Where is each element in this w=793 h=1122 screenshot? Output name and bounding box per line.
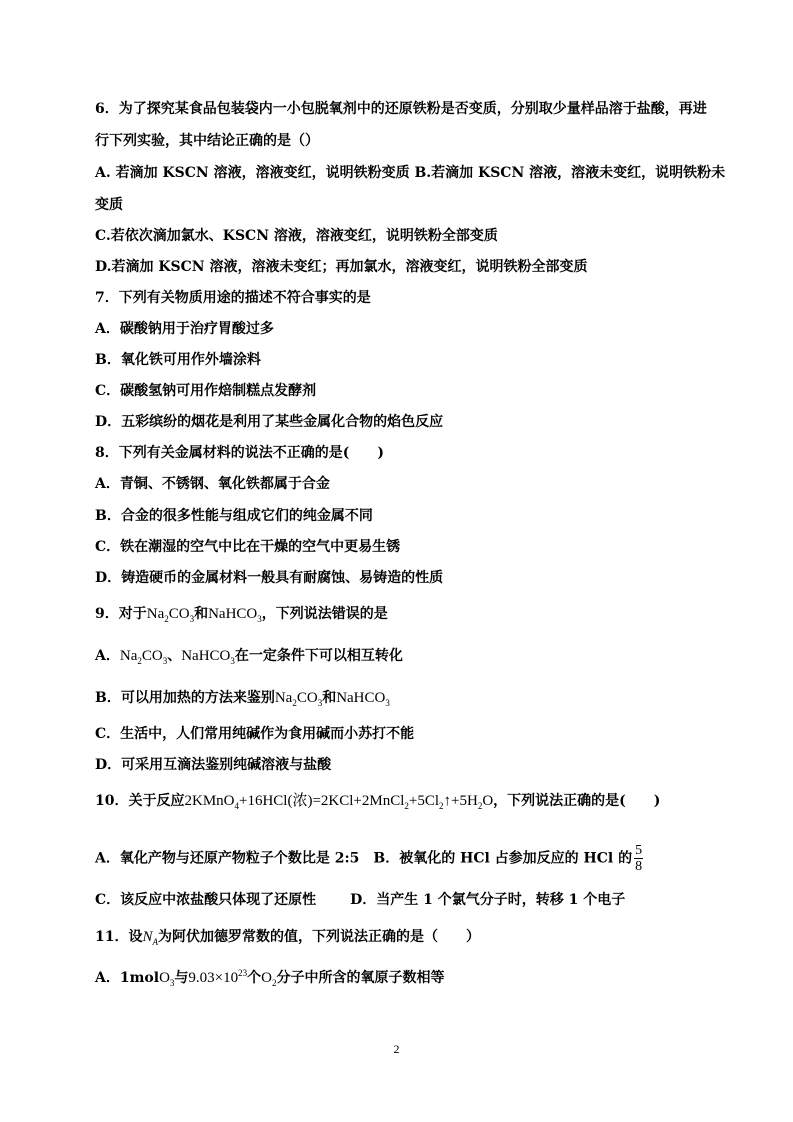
q7-option-d: D．五彩缤纷的烟花是利用了某些金属化合物的焰色反应 [95,414,444,430]
avogadro-symbol: $N_A$ [142,929,158,947]
formula-nahco3: NaHCO$_3$ [336,690,390,708]
q10-stem: 10．关于反应2KMnO$_4$+16HCl(浓)$=2KCl+2MnCl_2+5Cl_2↑+5H_2O$，下列说法正确的是( ) [95,793,661,811]
q9-option-c: C．生活中，人们常用纯碱作为食用碱而小苏打不能 [95,726,415,742]
q9-stem: 9．对于$Na_2CO_3$和NaHCO$_3$，下列说法错误的是 [95,606,388,624]
q8-stem: 8．下列有关金属材料的说法不正确的是( ) [95,445,384,461]
q6-option-c: C.若依次滴加氯水、KSCN 溶液，溶液变红，说明铁粉全部变质 [95,228,498,244]
q8-option-a: A．青铜、不锈钢、氧化铁都属于合金 [95,476,330,492]
formula-o3: $O_3$ [159,970,175,988]
q6-option-b-cont: 变质 [95,197,123,213]
formula-na2co3: $Na_2CO_3$ [274,690,323,708]
q8-option-d: D．铸造硬币的金属材料一般具有耐腐蚀、易铸造的性质 [95,570,444,586]
q11-option-a: A．1molO$_3$与$9.03\times 10^{23}$个$O_2$分子中所含的氧原子数相等 [95,968,445,988]
q9-option-b: B．可以用加热的方法来鉴别$Na_2CO_3$和NaHCO$_3$ [95,690,390,708]
q9-option-a: A．$Na_2CO_3$、NaHCO$_3$在一定条件下可以相互转化 [95,648,403,666]
formula-nahco3: NaHCO$_3$ [181,648,235,666]
q10-options-ab: A．氧化产物与还原产物粒子个数比是 2:5 B．被氧化的 HCl 占参加反应的 HCl 的 $\frac{5}{8}$ [95,843,643,874]
q6-option-d: D.若滴加 KSCN 溶液，溶液未变红；再加氯水，溶液变红，说明铁粉全部变质 [95,259,588,275]
q7-stem: 7．下列有关物质用途的描述不符合事实的是 [95,290,371,306]
q7-option-b: B．氧化铁可用作外墙涂料 [95,352,261,368]
q6-stem-line1: 6．为了探究某食品包装袋内一小包脱氧剂中的还原铁粉是否变质，分别取少量样品溶于盐酸，再进 [95,101,707,117]
formula-na2co3: $Na_2CO_3$ [146,606,195,624]
q6-stem-line2: 行下列实验，其中结论正确的是（） [95,133,319,149]
q9-option-d: D．可采用互滴法鉴别纯碱溶液与盐酸 [95,757,332,773]
q8-option-c: C．铁在潮湿的空气中比在干燥的空气中更易生锈 [95,539,401,555]
scientific-number: $9.03\times 10^{23}$ [188,968,248,986]
q7-option-c: C．碳酸氢钠可用作焙制糕点发酵剂 [95,383,317,399]
formula-o2: $O_2$ [261,970,277,988]
q8-option-b: B．合金的很多性能与组成它们的纯金属不同 [95,508,373,524]
reaction-equation: 2KMnO$_4$+16HCl(浓)$=2KCl+2MnCl_2+5Cl_2↑+5H_2O$ [184,793,494,811]
page-number: 2 [393,1042,400,1056]
formula-nahco3: NaHCO$_3$ [208,606,262,624]
q10-options-cd: C．该反应中浓盐酸只体现了还原性 D．当产生 1 个氯气分子时，转移 1 个电子 [95,892,626,908]
fraction-five-eighths: $\frac{5}{8}$ [635,843,643,874]
q11-stem: 11．设$N_A$为阿伏加德罗常数的值，下列说法正确的是（ ） [95,929,480,947]
q7-option-a: A．碳酸钠用于治疗胃酸过多 [95,321,274,337]
formula-na2co3: $Na_2CO_3$ [119,648,168,666]
q6-option-ab: A. 若滴加 KSCN 溶液，溶液变红，说明铁粉变质 B.若滴加 KSCN 溶液，溶液未变红，说明铁粉未 [95,165,726,181]
